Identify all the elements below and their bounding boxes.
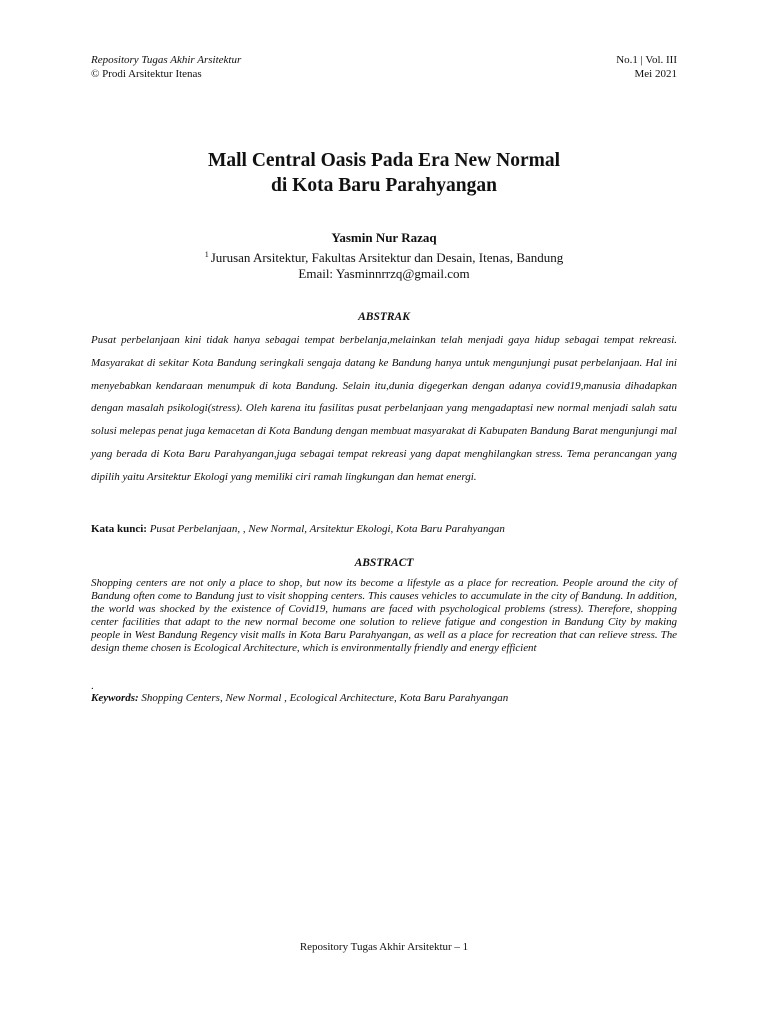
journal-name: Repository Tugas Akhir Arsitektur — [91, 54, 242, 66]
publication-date: Mei 2021 — [634, 68, 677, 80]
author-affiliation — [91, 247, 677, 267]
keywords-label-en: Keywords: — [91, 692, 139, 704]
title-line-1: Mall Central Oasis Pada Era New Normal — [207, 150, 561, 171]
affiliation-marker: 1 — [204, 249, 209, 259]
affiliation-text: Jurusan Arsitektur, Fakultas Arsitektur dan Desain, Itenas, Bandung — [210, 249, 564, 265]
author-name: Yasmin Nur Razaq — [331, 230, 437, 245]
author-email: Email: Yasminnrrzq@gmail.com — [298, 266, 470, 281]
abstrak-body: Pusat perbelanjaan kini tidak hanya sebagai tempat berbelanja,melainkan telah menjadi gaya hidup sebagai tempat rekreasi. Masyarakat di sekitar Kota Bandung seringkali sengaja datang ke Bandung hanya untuk mengunjungi pusat perbelanjaan. Hal ini menyebabkan kendaraan menumpuk di kota Bandung. Selain itu,dunia digegerkan dengan adanya covid19,manusia dihadapkan dengan masalah psikologi(stress). Oleh karena itu fasilitas pusat perbelanjaan yang mengadaptasi new normal menjadi salah satu solusi melepas penat juga kemacetan di Kota Bandung dengan membuat masyarakat di Kabupaten Bandung Barat mengunjungi mal yang berada di Kota Baru Parahyangan,juga sebagai tempat rekreasi yang dapat menghilangkan stress. Tema perancangan yang dipilih yaitu Arsitektur Ekologi yang memiliki ciri ramah lingkungan dan hemat energi. — [91, 334, 677, 483]
keywords-text-en: Shopping Centers, New Normal , Ecological Architecture, Kota Baru Parahyangan — [141, 692, 509, 704]
copyright: © Prodi Arsitektur Itenas — [91, 68, 202, 80]
issue-volume: No.1 | Vol. III — [616, 54, 677, 66]
title-line-2: di Kota Baru Parahyangan — [271, 175, 497, 196]
header-right — [616, 53, 677, 81]
keywords-text: Pusat Perbelanjaan, , New Normal, Arsitektur Ekologi, Kota Baru Parahyangan — [149, 523, 505, 535]
paper-title — [91, 148, 677, 198]
keywords-label: Kata kunci: — [91, 523, 147, 535]
abstrak-heading: ABSTRAK — [358, 311, 410, 323]
author-block — [91, 230, 677, 283]
abstract-body: Shopping centers are not only a place to shop, but now its become a lifestyle as a place for recreation. People around the city of Bandung often come to Bandung just to visit shopping centers. This causes vehicles to accumulate in the city of Bandung. In addition, the world was shocked by the existence of Covid19, humans are faced with psychological problems (stress). Therefore, shopping center facilities that adapt to the new normal become one solution to relieve fatigue and congestion in Bandung City by making people in West Bandung Regency visit malls in Kota Baru Parahyangan, as well as a place for recreation that can relieve stress. The design theme chosen is Ecological Architecture, which is environmentally friendly and energy efficient — [91, 577, 677, 654]
keywords-indonesian — [91, 522, 677, 536]
trailing-mark: . — [91, 680, 94, 692]
abstract-heading: ABSTRACT — [354, 557, 414, 569]
page-footer: Repository Tugas Akhir Arsitektur – 1 — [299, 941, 469, 953]
header-left — [91, 53, 241, 81]
keywords-english — [91, 691, 677, 705]
